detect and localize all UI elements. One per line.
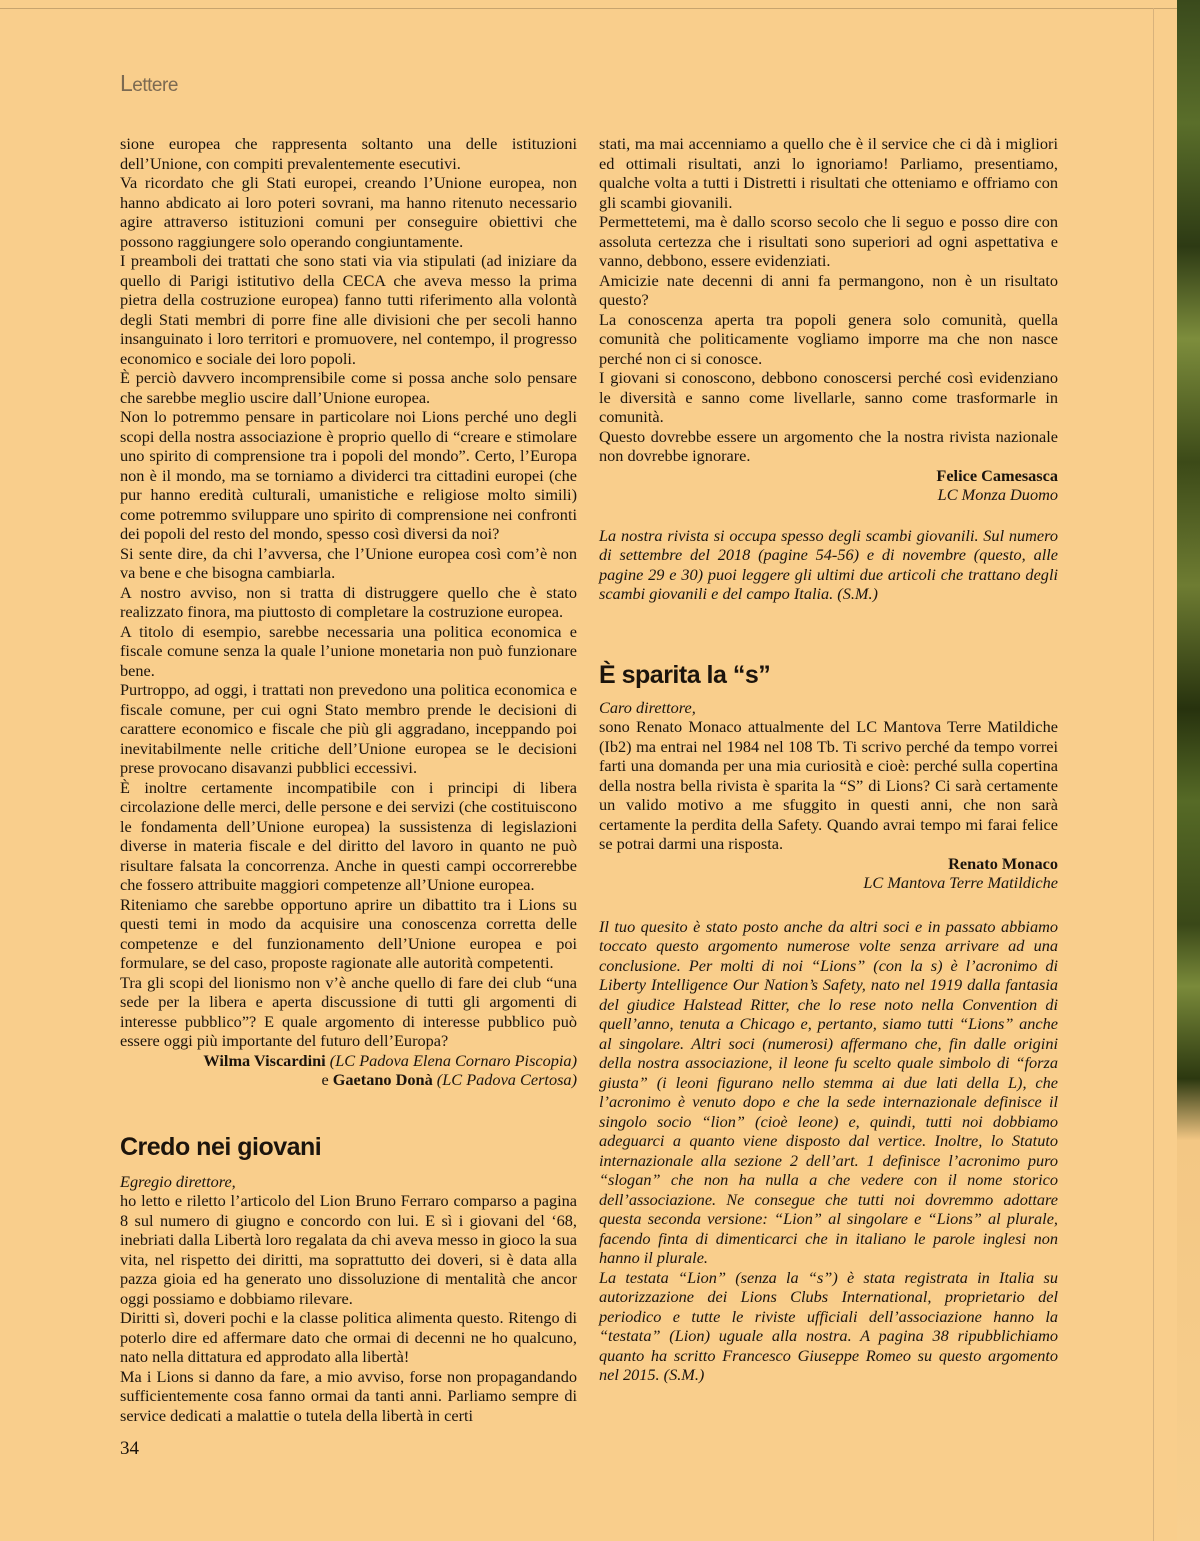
paragraph: A titolo di esempio, sarebbe necessaria una politica economica e fiscale comune senza la quale l’unione monetaria non può funzionare bene. bbox=[120, 621, 577, 680]
page-number: 34 bbox=[120, 1438, 139, 1459]
paragraph: Non lo potremmo pensare in particolare noi Lions perché uno degli scopi della nostra associazione è proprio quello di “creare e stimolare uno spirito di comprensione tra i popoli del mondo”. Certo, l’Europa non è il mondo, ma se torniamo a dividerci tra cittadini europei (che pur hanno eredità culturali, umanistiche e religiose molto simili) come potremmo sviluppare uno spirito di comprensione nei confronti dei popoli del resto del mondo, spesso così diversi da noi? bbox=[120, 407, 577, 543]
article-heading: È sparita la “s” bbox=[599, 660, 771, 689]
paragraph: Si sente dire, da chi l’avversa, che l’Unione europea così com’è non va bene e che bisogna cambiarla. bbox=[120, 543, 577, 582]
spacer bbox=[120, 1162, 577, 1172]
paragraph: Questo dovrebbe essere un argomento che la nostra rivista nazionale non dovrebbe ignorare. bbox=[599, 426, 1058, 465]
spacer bbox=[120, 1090, 577, 1132]
crop-border bbox=[0, 0, 1177, 9]
spacer bbox=[599, 604, 1058, 660]
paragraph: I preamboli dei trattati che sono stati via via stipulati (ad iniziare da quello di Parigi istitutivo della CECA che aveva messo la prima pietra della costruzione europea) fanno tutti riferimento alla volontà degli Stati membri di porre fine alle divisioni che per secoli hanno insanguinato i loro territori e promuovere, nel contempo, il progresso economico e sociale dei loro popoli. bbox=[120, 251, 577, 368]
paragraph: Va ricordato che gli Stati europei, creando l’Unione europea, non hanno abdicato ai loro poteri sovrani, ma hanno ritenuto necessario agire attraverso istituzioni comuni per conseguire obiettivi che possono raggiungere solo operando congiuntamente. bbox=[120, 173, 577, 251]
column-right bbox=[599, 134, 1058, 1385]
section-label bbox=[120, 70, 178, 97]
editor-reply: La nostra rivista si occupa spesso degli scambi giovanili. Sul numero di settembre del 2018 (pagine 54-56) e di novembre (questo, alle pagine 29 e 30) puoi leggere gli ultimi due articoli che trattano degli scambi giovanili e del campo Italia. (S.M.) bbox=[599, 525, 1058, 603]
section-label-initial: L bbox=[120, 70, 133, 96]
photo-edge bbox=[1177, 0, 1200, 1541]
signature-name: Gaetano Donà bbox=[332, 1070, 433, 1089]
paragraph: La conoscenza aperta tra popoli genera solo comunità, quella comunità che politicamente vogliamo imporre ma che non nasce perché non ci si conosce. bbox=[599, 309, 1058, 368]
paragraph: Diritti sì, doveri pochi e la classe politica alimenta questo. Ritengo di poterlo dire ed affermare dato che ormai di decenni ne ho qualcuno, nato nella dittatura ed approdato alla libertà! bbox=[120, 1308, 577, 1366]
signature-club: (LC Padova Elena Cornaro Piscopia) bbox=[329, 1050, 577, 1070]
salutation: Caro direttore, bbox=[599, 697, 696, 717]
paragraph: A nostro avviso, non si tratta di distruggere quello che è stato realizzato finora, ma piuttosto di completare la costruzione europea. bbox=[120, 582, 577, 621]
crop-mark-line bbox=[1153, 8, 1154, 1541]
signature-conjunction: e bbox=[321, 1070, 333, 1089]
signature-name: Renato Monaco bbox=[948, 853, 1058, 873]
paragraph: ho letto e riletto l’articolo del Lion Bruno Ferraro comparso a pagina 8 sul numero di giugno e concordo con lui. E sì i giovani del ‘68, inebriati dalla Libertà loro regalata da chi aveva messo in gioco la sua vita, nel rispetto dei diritti, ma soprattutto dei doveri, si è data alla pazza gioia ed ha generato uno dissoluzione di mentalità che ancor oggi possiamo e dobbiamo rilevare. bbox=[120, 1191, 577, 1308]
article-heading: Credo nei giovani bbox=[120, 1132, 322, 1161]
spacer bbox=[599, 893, 1058, 917]
paragraph: È perciò davvero incomprensibile come si possa anche solo pensare che sarebbe meglio uscire dall’Unione europea. bbox=[120, 368, 577, 407]
editor-reply: Il tuo quesito è stato posto anche da altri soci e in passato abbiamo toccato questo argomento numerose volte senza arrivare ad una conclusione. Per molti di noi “Lions” (con la s) è l’acronimo di Liberty Intelligence Our Nation’s Safety, nato nel 1919 dalla fantasia del giudice Halstead Ritter, che lo rese noto nella Convention di quell’anno, tenuta a Chicago e, pertanto, siamo tutti “Lions” anche al singolare. Altri soci (numerosi) affermano che, fin dalle origini della nostra associazione, il leone fu scelto quale simbolo di “forza giusta” (i leoni figurano nello stemma ai due lati della L), che l’acronimo è venuto dopo e che la sede internazionale definisce il singolo socio “lion” (cioè leone) e, quindi, tutti noi dobbiamo adeguarci a quanto viene disposto dal vertice. Inoltre, lo Statuto internazionale alla sezione 2 dell’art. 1 definisce l’acronimo puro “slogan” che non ha nulla a che vedere con il nome storico dell’associazione. Ne consegue che tutti noi dovremmo adottare questa seconda versione: “Lion” al singolare e “Lions” al plurale, facendo finta di dimenticarci che in italiano le parole inglesi non hanno il plurale. bbox=[599, 916, 1058, 1267]
signature-name: Wilma Viscardini bbox=[203, 1050, 326, 1070]
signature-name: Felice Camesasca bbox=[936, 465, 1058, 485]
paragraph: Permettetemi, ma è dallo scorso secolo che li seguo e posso dire con assoluta certezza che i risultati sono superiori ad ogni aspettativa e vanno, debbono, essere evidenziati. bbox=[599, 212, 1058, 270]
paragraph: Ma i Lions si danno da fare, a mio avviso, forse non propagandando sufficientemente cosa fanno ormai da tanti anni. Parliamo sempre di service dedicati a malattie o tutela della libertà in certi bbox=[120, 1366, 577, 1425]
spacer bbox=[599, 505, 1058, 526]
paragraph: I giovani si conoscono, debbono conoscersi perché così evidenziano le diversità e sanno come livellarle, sanno come trasformarle in comunità. bbox=[599, 368, 1058, 426]
section-label-rest: ettere bbox=[132, 75, 178, 96]
paragraph: Purtroppo, ad oggi, i trattati non prevedono una politica economica e fiscale comune, per cui ogni Stato membro prende le decisioni di carattere economico e fiscale che più gli aggradano, inceppando poi inevitabilmente nelle critiche dell’Unione europea se le decisioni prese provocano disavanzi pubblici eccessivi. bbox=[120, 680, 577, 777]
editor-reply: La testata “Lion” (senza la “s”) è stata registrata in Italia su autorizzazione dei Lions Clubs International, proprietario del periodico e tutte le riviste ufficiali dell’associazione hanno la “testata” (Lion) uguale alla nostra. A pagina 38 ripubblichiamo quanto ha scritto Francesco Giuseppe Romeo su questo argomento nel 2015. (S.M.) bbox=[599, 1267, 1058, 1384]
signature-club: LC Monza Duomo bbox=[937, 485, 1058, 504]
paragraph: È inoltre certamente incompatibile con i principi di libera circolazione delle merci, delle persone e dei servizi (che costituiscono le fondamenta dell’Unione europea) la sussistenza di legislazioni diverse in materia fiscale e del diritto del lavoro in quanto ne può risultare falsata la concorrenza. Anche in questi campi occorrerebbe che fossero attribuite maggiori competenze all’Unione europea. bbox=[120, 777, 577, 894]
signature-club: LC Mantova Terre Matildiche bbox=[863, 873, 1058, 892]
paragraph: stati, ma mai accenniamo a quello che è il service che ci dà i migliori ed ottimali risultati, anzi lo ignoriamo! Parliamo, presentiamo, qualche volta a tutti i Distretti i risultati che otteniamo e offriamo con gli scambi giovanili. bbox=[599, 134, 1058, 212]
paragraph: Amicizie nate decenni di anni fa permangono, non è un risultato questo? bbox=[599, 270, 1058, 309]
paragraph: Riteniamo che sarebbe opportuno aprire un dibattito tra i Lions su questi temi in modo da acquisire una conoscenza corretta delle competenze e del funzionamento dell’Unione europea e poi formulare, se del caso, proposte ragionate alle autorità competenti. bbox=[120, 894, 577, 972]
signature-line-2 bbox=[120, 1070, 577, 1090]
signature-line-1 bbox=[120, 1051, 577, 1071]
paragraph: Tra gli scopi del lionismo non v’è anche quello di fare dei club “una sede per la libera e aperta discussione di tutti gli argomenti di interesse pubblico”? E quale argomento di interesse pubblico può essere oggi più importante del futuro dell’Europa? bbox=[120, 972, 577, 1050]
column-left bbox=[120, 134, 577, 1425]
salutation: Egregio direttore, bbox=[120, 1171, 236, 1191]
paragraph: sione europea che rappresenta soltanto una delle istituzioni dell’Unione, con compiti prevalentemente esecutivi. bbox=[120, 134, 577, 173]
paragraph: sono Renato Monaco attualmente del LC Mantova Terre Matildiche (Ib2) ma entrai nel 1984 nel 108 Tb. Ti scrivo perché da tempo vorrei farti una domanda per una mia curiosità e cioè: perché sulla copertina della nostra bella rivista è sparita la “S” di Lions? Ci sarà certamente un valido motivo a me sfuggito in questi anni, che non sarà certamente la perdita della Safety. Quando avrai tempo mi farai felice se potrai darmi una risposta. bbox=[599, 717, 1058, 853]
spacer bbox=[599, 690, 1058, 698]
signature-club: (LC Padova Certosa) bbox=[436, 1070, 577, 1089]
